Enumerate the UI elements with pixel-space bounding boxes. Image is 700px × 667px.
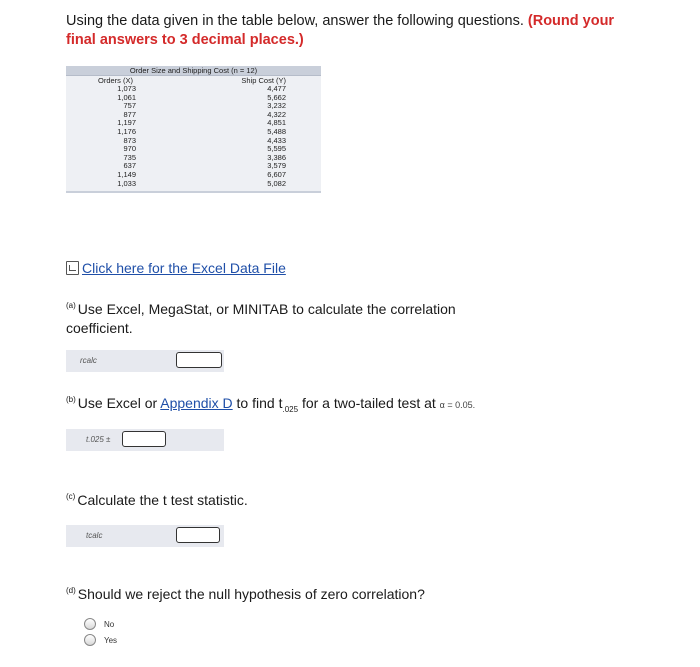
table-body bbox=[66, 76, 321, 191]
option-no[interactable] bbox=[84, 617, 117, 631]
option-no-label: No bbox=[104, 619, 115, 629]
orders-cell: 877 bbox=[123, 109, 136, 119]
rounding-note: (Round your final answers to 3 decimal places.) bbox=[66, 13, 615, 48]
r-calc-label: rcalc bbox=[80, 356, 97, 365]
reject-options bbox=[84, 617, 117, 647]
ship-cost-cell: 3,386 bbox=[267, 152, 286, 162]
question-c-marker: (c) bbox=[66, 492, 76, 501]
orders-cell: 1,073 bbox=[117, 84, 136, 93]
question-b-marker: (b) bbox=[66, 395, 76, 404]
ship-cost-cell: 3,232 bbox=[267, 101, 286, 111]
orders-cell: 1,176 bbox=[117, 126, 136, 136]
ship-cost-cell: 5,662 bbox=[267, 92, 286, 102]
radio-no[interactable] bbox=[84, 618, 96, 630]
ship-cost-cell: 4,433 bbox=[267, 135, 286, 145]
question-c-text: Calculate the t test statistic. bbox=[77, 492, 248, 508]
ship-cost-cell: 5,488 bbox=[267, 126, 286, 136]
ship-cost-cell: 5,595 bbox=[267, 144, 286, 154]
answer-bar-c bbox=[66, 525, 224, 547]
question-a-text: Use Excel, MegaStat, or MINITAB to calculate the correlation coefficient. bbox=[66, 301, 456, 336]
table-caption: Order Size and Shipping Cost (n = 12) bbox=[129, 66, 258, 75]
orders-cell: 1,061 bbox=[117, 92, 136, 102]
table-row bbox=[66, 180, 321, 189]
question-b-post: for a two-tailed test at bbox=[301, 395, 436, 411]
ship-cost-cell: 3,579 bbox=[267, 161, 286, 171]
question-a bbox=[66, 296, 506, 338]
orders-cell: 970 bbox=[123, 144, 136, 154]
orders-cell: 757 bbox=[123, 101, 136, 111]
option-yes-label: Yes bbox=[104, 635, 118, 645]
file-icon bbox=[66, 261, 79, 275]
t-critical-input[interactable] bbox=[122, 431, 166, 447]
excel-data-link-row bbox=[66, 260, 286, 276]
r-calc-input[interactable] bbox=[176, 352, 222, 368]
table-footer-bar bbox=[66, 191, 321, 193]
excel-data-file-link[interactable]: Click here for the Excel Data File bbox=[82, 260, 286, 276]
data-table bbox=[66, 66, 321, 193]
question-b-mid: to find t bbox=[236, 395, 283, 411]
question-d bbox=[66, 581, 626, 604]
ship-cost-cell: 4,477 bbox=[267, 84, 286, 93]
ship-cost-cell: 6,607 bbox=[267, 169, 286, 179]
orders-cell: 735 bbox=[123, 152, 136, 162]
ship-cost-cell: 4,851 bbox=[267, 118, 286, 128]
question-b-pre: Use Excel or bbox=[77, 395, 158, 411]
question-b bbox=[66, 390, 626, 419]
t-calc-label: tcalc bbox=[86, 531, 103, 540]
option-yes[interactable] bbox=[84, 633, 117, 647]
t-025-label: t.025 ± bbox=[86, 435, 111, 444]
orders-cell: 1,033 bbox=[117, 178, 136, 188]
ship-cost-cell: 4,322 bbox=[267, 109, 286, 119]
question-c bbox=[66, 487, 506, 510]
question-d-text: Should we reject the null hypothesis of zero correlation? bbox=[77, 586, 425, 602]
answer-bar-b bbox=[66, 429, 224, 451]
orders-cell: 873 bbox=[123, 135, 136, 145]
column-header-ship-cost: Ship Cost (Y) bbox=[241, 76, 286, 85]
question-a-marker: (a) bbox=[66, 301, 76, 310]
table-header-bar bbox=[66, 66, 321, 76]
radio-yes[interactable] bbox=[84, 634, 96, 646]
orders-cell: 1,197 bbox=[117, 118, 136, 128]
question-d-marker: (d) bbox=[66, 586, 76, 595]
column-header-orders: Orders (X) bbox=[98, 76, 134, 85]
question-b-subscript: .025 bbox=[282, 404, 299, 414]
t-calc-input[interactable] bbox=[176, 527, 220, 543]
alpha-value: α = 0.05. bbox=[439, 400, 476, 410]
instructions-text: Using the data given in the table below, answer the following questions. bbox=[66, 13, 524, 29]
orders-cell: 1,149 bbox=[117, 169, 136, 179]
instructions bbox=[66, 12, 626, 50]
answer-bar-a bbox=[66, 350, 224, 372]
ship-cost-cell: 5,082 bbox=[267, 178, 286, 188]
orders-cell: 637 bbox=[123, 161, 136, 171]
appendix-d-link[interactable]: Appendix D bbox=[160, 395, 233, 411]
